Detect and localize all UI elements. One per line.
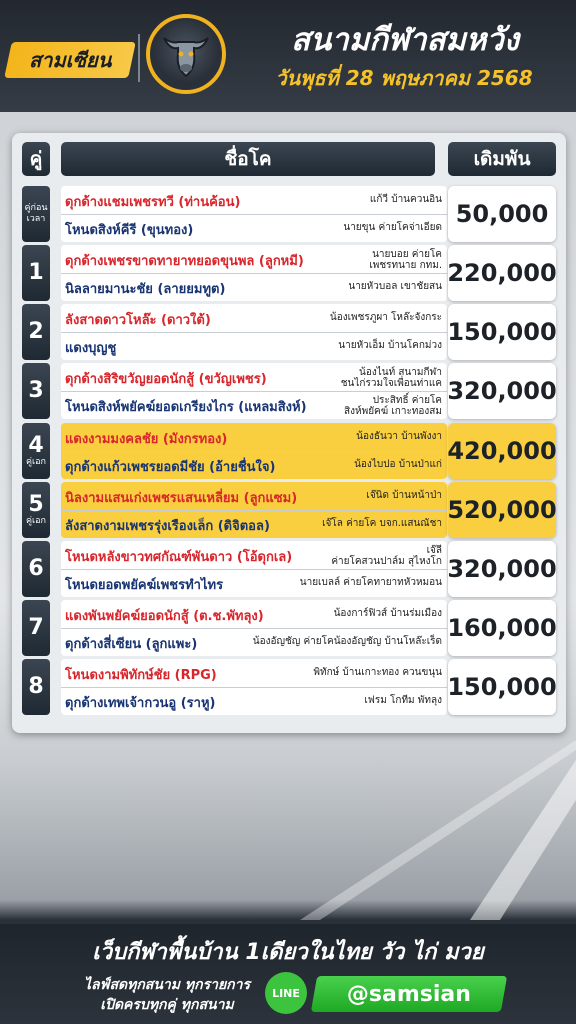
red-owner	[334, 608, 442, 619]
blue-corner	[61, 569, 447, 597]
blue-owner-line: ประสิทธิ์ ค่ายโค	[372, 395, 442, 406]
bull-mascot-icon	[146, 14, 226, 94]
red-corner	[61, 541, 447, 570]
red-bull-name: ดุกด้างแชมเพชรทวี (ท่านค้อน)	[65, 195, 241, 210]
red-corner	[61, 304, 447, 333]
blue-owner	[253, 636, 442, 647]
blue-bull-name: ดุกด้างแก้วเพชรยอดมีชัย (อ้ายชื่นใจ)	[65, 460, 276, 475]
fight-row	[22, 304, 556, 360]
pair-sub-label: คู่เอก	[26, 456, 46, 467]
page-title: สนามกีฬาสมหวัง	[291, 22, 519, 58]
matchup	[61, 363, 447, 419]
fight-row	[22, 482, 556, 538]
brand-name: สามเซียน	[28, 48, 112, 72]
matchup	[61, 541, 447, 597]
pair-number	[22, 482, 50, 538]
event-date: วันพุธที่ 28 พฤษภาคม 2568	[275, 66, 533, 90]
red-bull-name: ดุกด้างสิริขวัญยอดนักสู้ (ขวัญเพชร)	[65, 372, 267, 387]
red-owner-line: น้องไนท์ สนามกีฬา	[358, 367, 442, 378]
pair-number	[22, 600, 50, 656]
blue-corner	[61, 628, 447, 656]
blue-owner	[338, 340, 442, 351]
red-bull-name: ดุกด้างเพชรขาดทายาทยอดขุนพล (ลูกหมี)	[65, 254, 304, 269]
red-bull-name: นิลงามแสนเก่งเพชรแสนเหลี่ยม (ลูกแซม)	[65, 491, 298, 506]
blue-bull-name: นิลลายมานะชัย (ลายยมทูต)	[65, 282, 226, 297]
red-owner-line: น้องเพชรภูผา โหล๊ะจังกระ	[329, 312, 442, 323]
red-owner	[331, 545, 442, 567]
red-owner-line: พิทักษ์ บ้านเกาะทอง ควนขนุน	[313, 667, 442, 678]
blue-owner-line: น้องอัญชัญ ค่ายโคน้องอัญชัญ บ้านโหล๊ะเร็ด	[252, 636, 442, 647]
blue-owner-line: เฟรม โกทีม พัทลุง	[364, 695, 442, 706]
red-owner-line: ค่ายโคสวนปาล์ม สุไหงโก	[331, 556, 442, 567]
blue-corner	[61, 510, 447, 538]
matchup	[61, 600, 447, 656]
blue-corner	[61, 273, 447, 301]
red-bull-name: โหนดหลังขาวทศกัณฑ์พันดาว (โอ้ดุกเล)	[65, 550, 293, 565]
fight-row	[22, 245, 556, 301]
blue-owner-line: นายขุน ค่ายโคจ่าเอียด	[343, 222, 442, 233]
matchup	[61, 659, 447, 715]
matchup	[61, 423, 447, 479]
red-owner	[369, 249, 442, 271]
footer-line-1: ไลฟ์สดทุกสนาม ทุกรายการ	[83, 977, 251, 993]
header-name: ชื่อโค	[61, 142, 435, 176]
blue-corner	[61, 214, 447, 242]
blue-owner-line: เจ๊โล ค่ายโค บจก.แสนณัชา	[322, 518, 442, 529]
red-owner	[313, 667, 442, 678]
matchup	[61, 186, 447, 242]
red-corner	[61, 482, 447, 511]
pair-sub-label: คู่เอก	[26, 515, 46, 526]
brand-logo	[4, 42, 136, 78]
blue-owner	[300, 577, 442, 588]
blue-bull-name: แดงบุญชู	[65, 341, 117, 356]
bet-amount: 220,000	[448, 245, 556, 301]
red-owner	[356, 431, 442, 442]
blue-bull-name: โหนดสิงห์คีรี (ขุนทอง)	[65, 223, 194, 238]
line-id-label: @samsian	[346, 981, 471, 1007]
blue-corner	[61, 332, 447, 360]
pair-number	[22, 186, 50, 242]
red-owner-line: นายบอย ค่ายโค	[372, 249, 442, 260]
blue-owner-line: นายเบลล์ ค่ายโคทายาทหัวหมอน	[299, 577, 442, 588]
matchup	[61, 304, 447, 360]
pair-num: 7	[28, 615, 44, 640]
blue-owner	[344, 395, 442, 417]
red-bull-name: แดงพันพยัคฆ์ยอดนักสู้ (ต.ช.พัทลุง)	[65, 609, 264, 624]
blue-owner-line: น้องไบปอ บ้านป่าแก่	[354, 459, 442, 470]
bet-amount: 320,000	[448, 363, 556, 419]
blue-owner	[348, 281, 442, 292]
pair-number	[22, 423, 50, 479]
line-id-button[interactable]	[311, 976, 507, 1012]
pair-num: 1	[28, 260, 44, 285]
red-owner-line: เจ๊ลี	[426, 545, 442, 556]
red-owner	[366, 490, 442, 501]
fight-row	[22, 600, 556, 656]
pair-num: 6	[28, 556, 44, 581]
blue-corner	[61, 687, 447, 715]
red-owner	[341, 367, 442, 389]
blue-corner	[61, 451, 447, 479]
red-owner	[370, 194, 442, 205]
red-corner	[61, 600, 447, 629]
blue-corner	[61, 391, 447, 419]
red-owner-line: เพชรทนาย กทม.	[369, 260, 442, 271]
red-owner-line: น้องการ์ฟิวส์ บ้านร่มเมือง	[333, 608, 442, 619]
red-owner-line: น้องธันวา บ้านพังงา	[356, 431, 442, 442]
pair-num: 4	[28, 432, 44, 458]
bet-amount: 150,000	[448, 659, 556, 715]
blue-owner	[364, 695, 442, 706]
fight-row	[22, 423, 556, 479]
blue-bull-name: โหนดสิงห์พยัคฆ์ยอดเกรียงไกร (แหลมสิงห์)	[65, 400, 307, 415]
line-app-icon[interactable]: LINE	[265, 972, 307, 1014]
bet-amount: 420,000	[448, 423, 556, 479]
fight-row	[22, 541, 556, 597]
red-bull-name: แดงงามมงคลชัย (มังกรทอง)	[65, 432, 228, 447]
blue-bull-name: ดุกด้างสี่เซียน (ลูกแพะ)	[65, 637, 198, 652]
pair-num: 3	[28, 378, 44, 403]
pair-pre-label: คู่ก่อนเวลา	[24, 203, 48, 224]
pair-number	[22, 363, 50, 419]
blue-bull-name: โหนดยอดพยัคฆ์เพชรทำไทร	[65, 578, 224, 593]
header-bet: เดิมพัน	[448, 142, 556, 176]
matchup	[61, 482, 447, 538]
red-owner-line: แก้วี บ้านควนอิน	[369, 194, 442, 205]
blue-owner-line: สิงห์พยัคฆ์ เกาะทองสม	[344, 406, 442, 417]
matchup	[61, 245, 447, 301]
red-owner-line: เจ๊นิด บ้านหน้าป่า	[366, 490, 442, 501]
red-owner	[330, 312, 442, 323]
background-stripes	[0, 740, 576, 920]
header-pair: คู่	[22, 142, 50, 176]
bet-amount: 160,000	[448, 600, 556, 656]
logo-divider	[138, 34, 140, 82]
pair-number	[22, 245, 50, 301]
bet-amount: 320,000	[448, 541, 556, 597]
bet-amount: 520,000	[448, 482, 556, 538]
blue-owner	[322, 518, 442, 529]
blue-owner-line: นายหัวบอล เขาชัยสน	[348, 281, 442, 292]
fight-row	[22, 363, 556, 419]
red-corner	[61, 423, 447, 452]
red-corner	[61, 363, 447, 392]
red-corner	[61, 186, 447, 215]
red-corner	[61, 245, 447, 274]
blue-owner	[343, 222, 442, 233]
pair-number	[22, 304, 50, 360]
red-owner-line: ชนไก่รวมใจเพื่อนท่าแค	[340, 378, 442, 389]
fight-row	[22, 186, 556, 242]
red-bull-name: โหนดงามพิทักษ์ชัย (RPG)	[65, 668, 217, 683]
pair-num: 5	[28, 491, 44, 517]
fight-row	[22, 659, 556, 715]
red-bull-name: ลังสาดดาวโหล๊ะ (ดาวใต้)	[65, 313, 211, 328]
blue-owner	[354, 459, 442, 470]
bet-amount: 150,000	[448, 304, 556, 360]
bet-amount: 50,000	[448, 186, 556, 242]
pair-num: 2	[28, 319, 44, 344]
bull-head-icon	[156, 24, 216, 84]
blue-bull-name: ลังสาดงามเพชรรุ่งเรืองเล็ก (ดิจิตอล)	[65, 519, 270, 534]
pair-number	[22, 659, 50, 715]
blue-bull-name: ดุกด้างเทพเจ้ากวนอู (ราหู)	[65, 696, 216, 711]
red-corner	[61, 659, 447, 688]
footer-line-2: เปิดครบทุกคู่ ทุกสนาม	[100, 997, 234, 1013]
pair-num: 8	[28, 674, 44, 699]
pair-number	[22, 541, 50, 597]
blue-owner-line: นายหัวเอ็ม บ้านโคกม่วง	[338, 340, 442, 351]
footer-slogan: เว็บกีฬาพื้นบ้าน 1เดียวในไทย วัว ไก่ มวย	[92, 940, 484, 965]
